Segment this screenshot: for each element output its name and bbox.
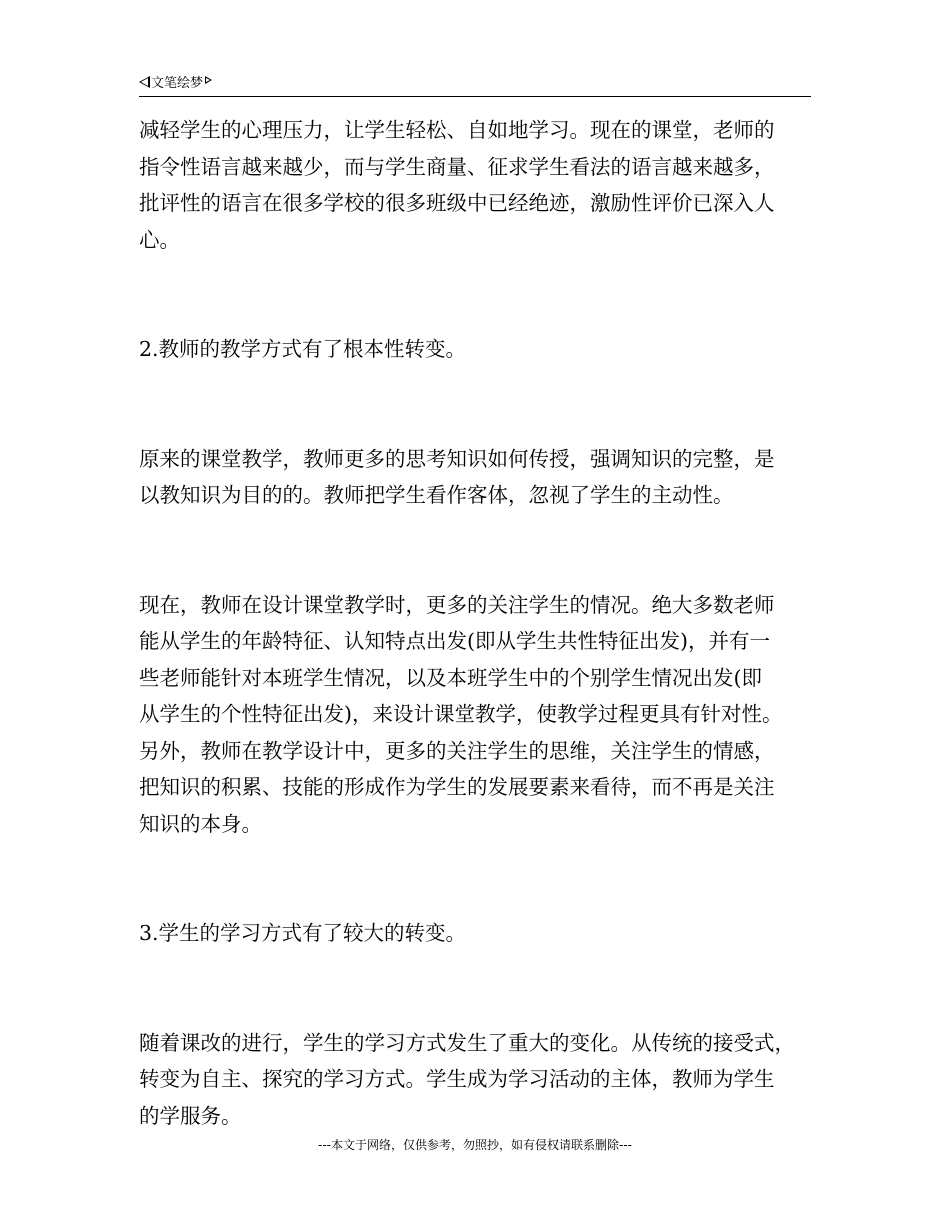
- header-title: 文笔绘梦: [151, 76, 204, 91]
- header-title-wrap: [139, 74, 212, 94]
- paragraph-line: 转变为自主、探究的学习方式。学生成为学习活动的主体，教师为学生: [139, 1067, 775, 1091]
- paragraph-2: [139, 441, 829, 514]
- paragraph-line: 随着课改的进行，学生的学习方式发生了重大的变化。从传统的接受式，: [139, 1030, 795, 1055]
- paragraph-gap: [139, 952, 829, 1025]
- document-body: [139, 112, 829, 1134]
- paragraph-1: [139, 112, 829, 258]
- paragraph-line: 原来的课堂教学，教师更多的思考知识如何传授，强调知识的完整，是: [139, 446, 775, 471]
- page-footer: [0, 1137, 950, 1153]
- triangle-left-icon: [139, 76, 150, 88]
- paragraph-gap: [139, 514, 829, 587]
- paragraph-gap: [139, 842, 829, 915]
- paragraph-line: 另外，教师在教学设计中，更多的关注学生的思维，关注学生的情感，: [139, 738, 775, 763]
- page-header: [139, 74, 811, 97]
- paragraph-4: [139, 1025, 829, 1135]
- paragraph-line: 能从学生的年龄特征、认知特点出发(即从学生共性特征出发)，并有一: [139, 629, 770, 653]
- paragraph-gap: [139, 368, 829, 441]
- heading-text: 3.学生的学习方式有了较大的转变。: [139, 921, 467, 945]
- section-heading-2: [139, 331, 829, 368]
- paragraph-line: 批评性的语言在很多学校的很多班级中已经绝迹，激励性评价已深入人: [139, 191, 775, 215]
- paragraph-line: 知识的本身。: [139, 811, 262, 836]
- paragraph-3: [139, 587, 829, 843]
- paragraph-line: 心。: [139, 227, 180, 252]
- paragraph-line: 现在，教师在设计课堂教学时，更多的关注学生的情况。绝大多数老师: [139, 592, 775, 617]
- paragraph-line: 些老师能针对本班学生情况，以及本班学生中的个别学生情况出发(即: [139, 665, 762, 690]
- paragraph-gap: [139, 258, 829, 331]
- paragraph-line: 减轻学生的心理压力，让学生轻松、自如地学习。现在的课堂，老师的: [139, 118, 775, 142]
- triangle-right-icon: [205, 76, 212, 84]
- section-heading-3: [139, 915, 829, 952]
- paragraph-line: 从学生的个性特征出发)，来设计课堂教学，使教学过程更具有针对性。: [139, 702, 783, 726]
- footer-notice: ---本文于网络，仅供参考，勿照抄，如有侵权请联系删除---: [318, 1138, 632, 1152]
- paragraph-line: 把知识的积累、技能的形成作为学生的发展要素来看待，而不再是关注: [139, 775, 775, 799]
- paragraph-line: 以教知识为目的的。教师把学生看作客体，忽视了学生的主动性。: [139, 483, 734, 507]
- heading-text: 2.教师的教学方式有了根本性转变。: [139, 337, 467, 361]
- paragraph-line: 的学服务。: [139, 1103, 242, 1128]
- paragraph-line: 指令性语言越来越少，而与学生商量、征求学生看法的语言越来越多，: [139, 154, 775, 179]
